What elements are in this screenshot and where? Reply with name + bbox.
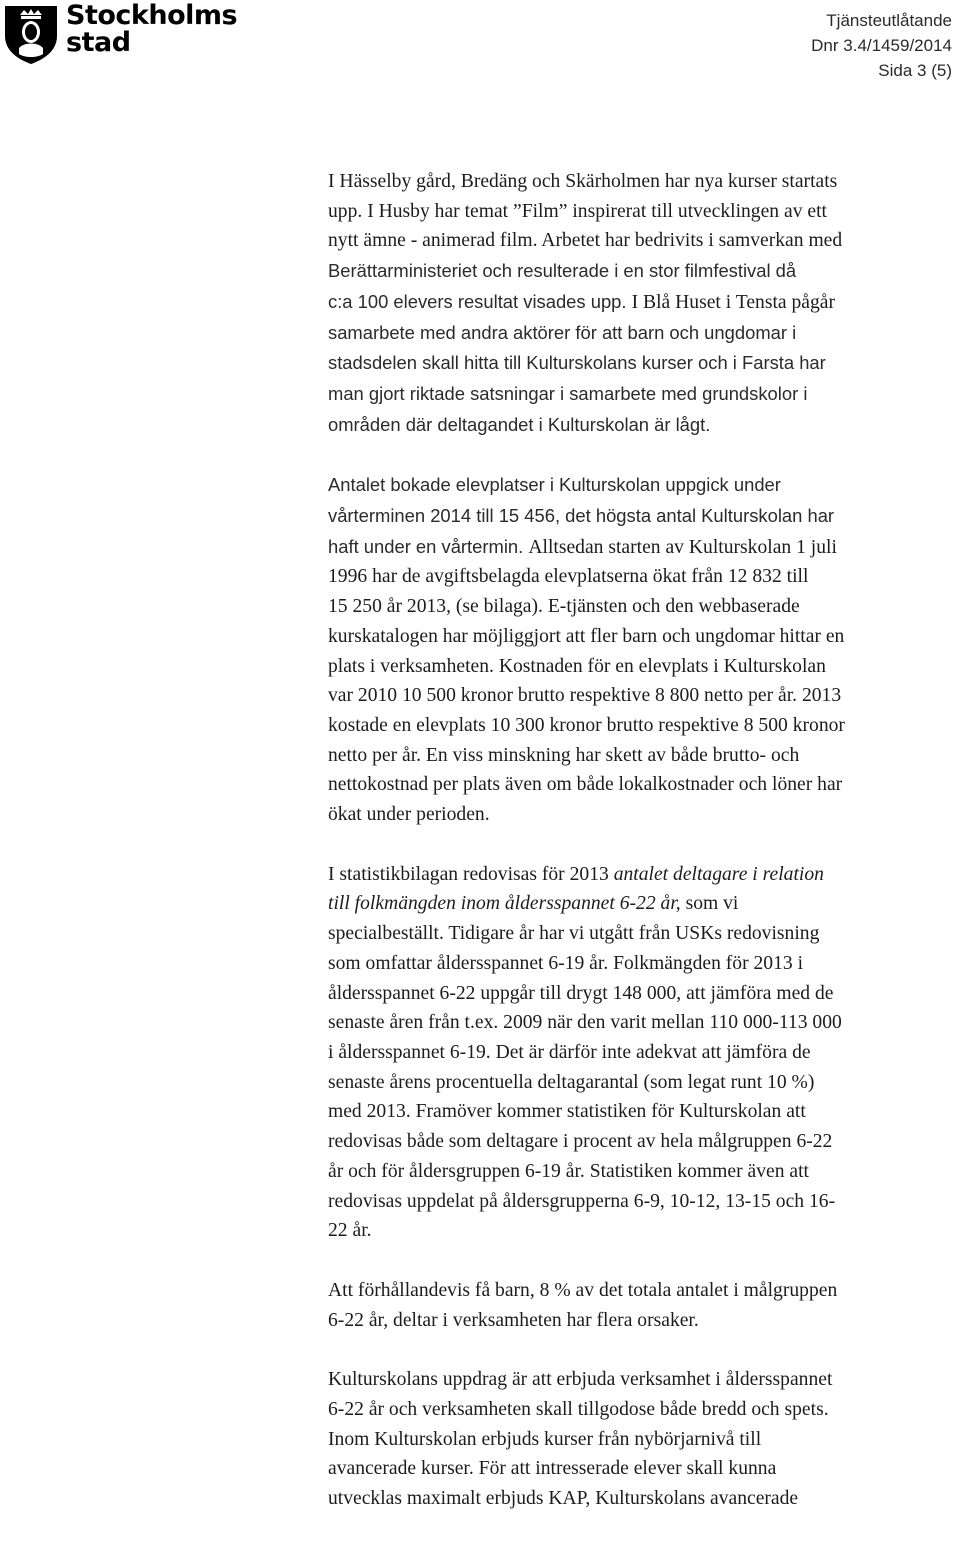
text-run: i åldersspannet 6-19. Det är därför inte adekvat att jämföra de	[328, 1041, 811, 1063]
text-run: avancerade kurser. För att intresserade elever skall kunna	[328, 1458, 777, 1480]
text-line	[328, 681, 958, 711]
text-run: åldersspannet 6-22 uppgår till drygt 148 000, att jämföra med de	[328, 982, 834, 1004]
text-line	[328, 979, 958, 1009]
text-run: 6-22 år och verksamheten skall tillgodose både bredd och spets.	[328, 1399, 829, 1421]
text-line	[328, 1276, 958, 1306]
text-run: kurskatalogen har möjliggjort att fler barn och ungdomar hittar en	[328, 625, 845, 647]
text-run: antalet deltagare i relation	[613, 863, 824, 885]
document-type: Tjänsteutlåtande	[826, 11, 952, 30]
text-line	[328, 1127, 958, 1157]
text-line	[328, 470, 958, 501]
text-run: senaste årens procentuella deltagarantal (som legat runt 10 %)	[328, 1071, 815, 1093]
paragraph	[328, 860, 958, 1246]
text-line	[328, 741, 958, 771]
text-line	[328, 1068, 958, 1098]
paragraph	[328, 1365, 958, 1514]
text-line	[328, 167, 958, 197]
text-line	[328, 532, 958, 563]
text-line	[328, 800, 958, 830]
crest-icon	[2, 2, 60, 64]
text-line	[328, 860, 958, 890]
text-run: Att förhållandevis få barn, 8 % av det totala antalet i målgruppen	[328, 1279, 838, 1301]
text-line	[328, 1484, 958, 1514]
text-run: 1996 har de avgiftsbelagda elevplatserna ökat från 12 832 till	[328, 566, 809, 588]
document-number: Dnr 3.4/1459/2014	[811, 36, 952, 55]
stockholms-stad-logo	[0, 0, 240, 64]
text-run: år och för åldersgruppen 6-19 år. Statistiken kommer även att	[328, 1160, 809, 1182]
text-line	[328, 318, 958, 349]
text-run: man gjort riktade satsningar i samarbete med grundskolor i	[328, 382, 808, 404]
text-run: 22 år.	[328, 1220, 372, 1242]
paragraph	[328, 470, 958, 829]
text-line	[328, 562, 958, 592]
text-line	[328, 770, 958, 800]
text-line	[328, 1454, 958, 1484]
text-line	[328, 1306, 958, 1336]
text-run: som vi	[680, 893, 739, 915]
text-run: I statistikbilagan redovisas för 2013	[328, 863, 614, 885]
text-run: Inom Kulturskolan erbjuds kurser från nybörjarnivå till	[328, 1428, 762, 1450]
text-run: redovisas uppdelat på åldersgrupperna 6-9, 10-12, 13-15 och 16-	[328, 1190, 836, 1212]
logo-line-2: stad	[66, 27, 131, 58]
text-line	[328, 348, 958, 379]
text-run: med 2013. Framöver kommer statistiken för Kulturskolan att	[328, 1101, 806, 1123]
text-run: specialbeställt. Tidigare år har vi utgått från USKs redovisning	[328, 923, 820, 945]
text-run: 15 250 år 2013, (se bilaga). E-tjänsten och den webbaserade	[328, 596, 800, 618]
text-run: nettokostnad per plats även om både lokalkostnader och löner har	[328, 774, 843, 796]
paragraph	[328, 167, 958, 440]
text-line	[328, 226, 958, 256]
text-line	[328, 410, 958, 441]
logo-line-1: Stockholms	[66, 0, 238, 31]
text-line	[328, 501, 958, 532]
text-line	[328, 379, 958, 410]
text-run: kostade en elevplats 10 300 kronor brutto respektive 8 500 kronor	[328, 714, 845, 736]
text-run: samarbete med andra aktörer för att barn och ungdomar i	[328, 321, 797, 343]
text-run: redovisas både som deltagare i procent av hela målgruppen 6-22	[328, 1131, 833, 1153]
text-run: plats i verksamheten. Kostnaden för en elevplats i Kulturskolan	[328, 655, 826, 677]
text-line	[328, 592, 958, 622]
text-run: netto per år. En viss minskning har skett av både brutto- och	[328, 744, 800, 766]
text-line	[328, 711, 958, 741]
text-line	[328, 949, 958, 979]
text-run: som omfattar åldersspannet 6-19 år. Folkmängden för 2013 i	[328, 952, 804, 974]
text-line	[328, 256, 958, 287]
text-run: 6-22 år, deltar i verksamheten har flera orsaker.	[328, 1309, 699, 1331]
paragraph	[328, 1276, 958, 1335]
text-line	[328, 1425, 958, 1455]
text-line	[328, 1395, 958, 1425]
text-line	[328, 287, 958, 318]
text-run: stadsdelen skall hitta till Kulturskolans kurser och i Farsta har	[328, 352, 826, 374]
text-run: Berättarministeriet och resulterade i en stor filmfestival då	[328, 260, 797, 282]
text-run: haft under en vårtermin.	[328, 535, 529, 557]
text-line	[328, 1157, 958, 1187]
text-line	[328, 919, 958, 949]
text-line	[328, 1365, 958, 1395]
text-run: Antalet bokade elevplatser i Kulturskolan uppgick under	[328, 474, 781, 496]
text-run: nytt ämne - animerad film. Arbetet har bedrivits i samverkan med	[328, 230, 843, 252]
text-line	[328, 652, 958, 682]
text-run: ökat under perioden.	[328, 804, 490, 826]
text-line	[328, 1038, 958, 1068]
text-run: Kulturskolans uppdrag är att erbjuda verksamhet i åldersspannet	[328, 1369, 833, 1391]
text-run: områden där deltagandet i Kulturskolan är lågt.	[328, 413, 711, 435]
text-run: utvecklas maximalt erbjuds KAP, Kulturskolans avancerade	[328, 1488, 799, 1510]
text-run: I Blå Huset i Tensta pågår	[631, 291, 836, 313]
text-run: var 2010 10 500 kronor brutto respektive 8 800 netto per år. 2013	[328, 685, 842, 707]
text-line	[328, 889, 958, 919]
text-run: I Hässelby gård, Bredäng och Skärholmen har nya kurser startats	[328, 171, 838, 192]
text-line	[328, 1008, 958, 1038]
text-run: vårterminen 2014 till 15 456, det högsta antal Kulturskolan har	[328, 505, 835, 527]
document-body	[328, 167, 958, 1544]
document-header	[811, 8, 952, 83]
text-run: c:a 100 elevers resultat visades upp.	[328, 290, 632, 312]
text-line	[328, 1187, 958, 1217]
text-run: upp. I Husby har temat ”Film” inspirerat till utvecklingen av ett	[328, 200, 827, 222]
text-line	[328, 1097, 958, 1127]
text-line	[328, 197, 958, 227]
text-line	[328, 622, 958, 652]
text-line	[328, 1216, 958, 1246]
text-run: senaste åren från t.ex. 2009 när den varit mellan 110 000-113 000	[328, 1012, 842, 1034]
text-run: till folkmängden inom åldersspannet 6-22 år,	[328, 893, 681, 915]
page-number: Sida 3 (5)	[878, 61, 952, 80]
text-run: Alltsedan starten av Kulturskolan 1 juli	[528, 536, 837, 558]
